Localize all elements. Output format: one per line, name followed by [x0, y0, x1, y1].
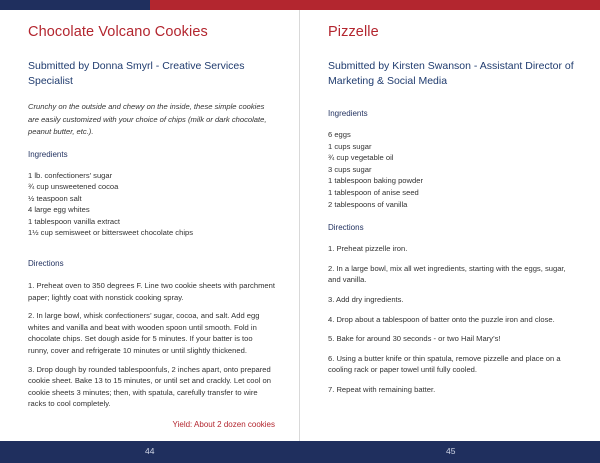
direction-step: 5. Bake for around 30 seconds - or two Hail Mary’s! [328, 334, 501, 344]
ingredient-item: 6 eggs [328, 130, 351, 139]
top-color-bar [0, 0, 600, 10]
top-bar-blue-segment [0, 0, 150, 10]
recipe-yield: Yield: About 2 dozen cookies [172, 420, 275, 429]
ingredient-item: 4 large egg whites [28, 205, 90, 215]
page-number-left: 44 [145, 446, 155, 456]
direction-step: 4. Drop about a tablespoon of batter onto the puzzle iron and close. [328, 314, 555, 324]
directions-heading: Directions [328, 223, 364, 233]
direction-step: 3. Add dry ingredients. [328, 294, 404, 304]
ingredient-item: 1 tablespoon baking powder [328, 176, 423, 186]
recipe-submitter: Submitted by Donna Smyrl - Creative Services Specialist [28, 60, 245, 87]
ingredient-item: 1 lb. confectioners’ sugar [28, 170, 113, 180]
ingredient-item: ¾ cup vegetable oil [328, 153, 394, 163]
recipe-title: Pizzelle [328, 24, 379, 40]
ingredient-item: 2 tablespoons of vanilla [328, 199, 408, 209]
recipe-title: Chocolate Volcano Cookies [28, 24, 208, 40]
direction-step: 7. Repeat with remaining batter. [328, 384, 436, 394]
direction-step: 6. Using a butter knife or thin spatula, remove pizzelle and place on a cooling rack or paper towel until fully cooled. [328, 353, 561, 375]
right-page [300, 10, 600, 441]
ingredients-list [28, 170, 275, 240]
direction-step: 3. Drop dough by rounded tablespoonfuls, 2 inches apart, onto prepared cookie sheet. Bake 13 to 15 minutes, or until set and crackly. Let cool on cookie sheets 3 minutes; then, with spatula, carefully transfer to wire racks to cool completely. [28, 364, 271, 409]
ingredients-heading: Ingredients [28, 149, 68, 159]
top-bar-red-segment [150, 0, 600, 10]
ingredient-item: 3 cups sugar [328, 164, 372, 174]
footer-bar [0, 441, 600, 463]
direction-step: 2. In a large bowl, mix all wet ingredients, starting with the eggs, sugar, and vanilla. [328, 263, 566, 285]
directions-heading: Directions [28, 259, 64, 269]
ingredient-item: 1½ cup semisweet or bittersweet chocolate chips [28, 228, 194, 238]
direction-step: 2. In large bowl, whisk confectioners’ sugar, cocoa, and salt. Add egg whites and vanilla and beat with wooden spoon until smooth. Fold in chocolate chips. Set dough aside for 5 minutes. If your batter is too runny, cover and refrigerate 10 minutes or until slightly thickened. [28, 311, 260, 356]
ingredients-list [328, 129, 576, 210]
right-page-content [328, 24, 576, 396]
ingredient-item: ¾ cup unsweetened cocoa [28, 182, 119, 192]
ingredient-item: 1 tablespoon of anise seed [328, 187, 419, 197]
left-page-content [28, 24, 275, 429]
ingredient-item: ½ teaspoon salt [28, 193, 82, 203]
recipe-submitter: Submitted by Kirsten Swanson - Assistant Director of Marketing & Social Media [328, 60, 574, 87]
ingredient-item: 1 cups sugar [328, 141, 372, 151]
page-number-right: 45 [446, 446, 456, 456]
ingredients-heading: Ingredients [328, 109, 368, 118]
direction-step: 1. Preheat oven to 350 degrees F. Line two cookie sheets with parchment paper; lightly coat with nonstick cooking spray. [28, 281, 275, 302]
ingredient-item: 1 tablespoon vanilla extract [28, 216, 121, 226]
left-page [0, 10, 300, 441]
recipe-intro: Crunchy on the outside and chewy on the inside, these simple cookies are easily customized with your choice of chips (milk or dark chocolate, peanut butter, etc.). [28, 102, 267, 136]
direction-step: 1. Preheat pizzelle iron. [328, 244, 408, 254]
